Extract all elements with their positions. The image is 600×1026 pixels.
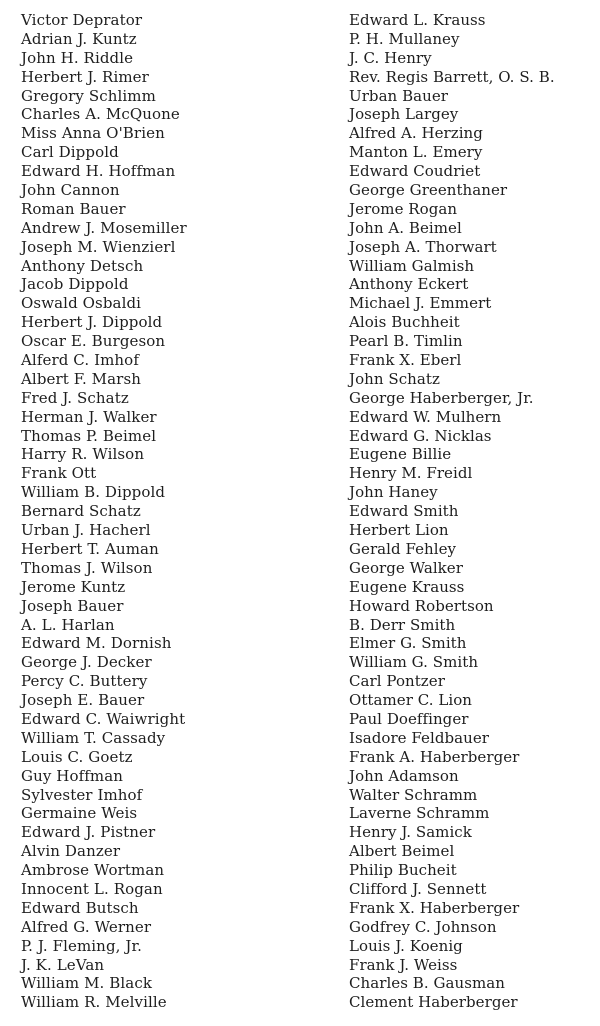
name-entry: Manton L. Emery bbox=[349, 143, 483, 162]
name-entry: Urban J. Hacherl bbox=[21, 521, 151, 540]
name-entry: Gerald Fehley bbox=[349, 539, 457, 558]
name-entry: Percy C. Buttery bbox=[21, 672, 148, 691]
name-entry: Carl Dippold bbox=[21, 143, 119, 162]
name-entry: Walter Schramm bbox=[349, 785, 478, 804]
name-entry: Pearl B. Timlin bbox=[349, 332, 463, 351]
name-entry: Albert F. Marsh bbox=[21, 369, 142, 388]
name-entry: Godfrey C. Johnson bbox=[349, 917, 497, 936]
name-entry: Fred J. Schatz bbox=[21, 388, 129, 407]
name-entry: William T. Cassady bbox=[21, 728, 166, 747]
name-entry: Alvin Danzer bbox=[21, 842, 121, 861]
name-entry: Oscar E. Burgeson bbox=[21, 332, 166, 351]
name-entry: Herbert T. Auman bbox=[21, 539, 159, 558]
name-entry: Andrew J. Mosemiller bbox=[21, 218, 187, 237]
name-entry: William R. Melville bbox=[21, 993, 167, 1012]
name-entry: Alois Buchheit bbox=[349, 313, 460, 332]
name-entry: Thomas J. Wilson bbox=[21, 558, 153, 577]
name-entry: Edward L. Krauss bbox=[349, 11, 486, 29]
name-entry: Elmer G. Smith bbox=[349, 634, 467, 653]
name-entry: Bernard Schatz bbox=[21, 502, 141, 521]
left-name-column bbox=[21, 11, 321, 1012]
name-entry: Victor Deprator bbox=[21, 11, 143, 29]
name-entry: Eugene Billie bbox=[349, 445, 452, 464]
name-entry: John Haney bbox=[349, 483, 438, 502]
name-entry: J. C. Henry bbox=[349, 48, 432, 67]
name-entry: Alfred A. Herzing bbox=[349, 124, 483, 143]
name-entry: Edward Butsch bbox=[21, 898, 139, 917]
name-entry: Frank X. Haberberger bbox=[349, 898, 520, 917]
name-entry: George Greenthaner bbox=[349, 181, 508, 200]
name-entry: Ottamer C. Lion bbox=[349, 691, 473, 710]
name-entry: Joseph Largey bbox=[349, 105, 459, 124]
name-entry: William G. Smith bbox=[349, 653, 479, 672]
name-entry: Carl Pontzer bbox=[349, 672, 445, 691]
name-entry: Guy Hoffman bbox=[21, 766, 124, 785]
name-entry: Edward C. Waiwright bbox=[21, 709, 186, 728]
name-entry: Joseph E. Bauer bbox=[21, 691, 145, 710]
name-entry: Herbert J. Dippold bbox=[21, 313, 163, 332]
name-entry: George Walker bbox=[349, 558, 463, 577]
name-entry: Jacob Dippold bbox=[21, 275, 129, 294]
name-entry: Roman Bauer bbox=[21, 199, 126, 218]
name-entry: Albert Beimel bbox=[349, 842, 455, 861]
name-entry: P. H. Mullaney bbox=[349, 29, 460, 48]
name-entry: Oswald Osbaldi bbox=[21, 294, 142, 313]
name-entry: Frank A. Haberberger bbox=[349, 747, 520, 766]
name-entry: Rev. Regis Barrett, O. S. B. bbox=[349, 67, 555, 86]
name-entry: Urban Bauer bbox=[349, 86, 449, 105]
name-entry: George J. Decker bbox=[21, 653, 152, 672]
name-entry: Ambrose Wortman bbox=[21, 861, 165, 880]
name-entry: Herbert J. Rimer bbox=[21, 67, 149, 86]
name-entry: Sylvester Imhof bbox=[21, 785, 143, 804]
name-entry: Louis C. Goetz bbox=[21, 747, 133, 766]
name-entry: B. Derr Smith bbox=[349, 615, 456, 634]
name-entry: Louis J. Koenig bbox=[349, 936, 463, 955]
name-entry: Edward Coudriet bbox=[349, 162, 481, 181]
name-entry: Alfred G. Werner bbox=[21, 917, 152, 936]
name-entry: Innocent L. Rogan bbox=[21, 879, 163, 898]
name-entry: Edward Smith bbox=[349, 502, 459, 521]
name-entry: Eugene Krauss bbox=[349, 577, 465, 596]
name-entry: Herbert Lion bbox=[349, 521, 449, 540]
name-entry: Germaine Weis bbox=[21, 804, 138, 823]
name-entry: Frank J. Weiss bbox=[349, 955, 458, 974]
name-entry: William B. Dippold bbox=[21, 483, 166, 502]
name-entry: Clifford J. Sennett bbox=[349, 879, 487, 898]
name-entry: John H. Riddle bbox=[21, 48, 134, 67]
name-entry: Frank X. Eberl bbox=[349, 351, 462, 370]
name-entry: Gregory Schlimm bbox=[21, 86, 156, 105]
name-entry: Harry R. Wilson bbox=[21, 445, 145, 464]
name-entry: Edward M. Dornish bbox=[21, 634, 172, 653]
name-entry: Jerome Kuntz bbox=[21, 577, 126, 596]
name-entry: Anthony Eckert bbox=[349, 275, 469, 294]
name-entry: Clement Haberberger bbox=[349, 993, 518, 1012]
name-entry: P. J. Fleming, Jr. bbox=[21, 936, 142, 955]
name-entry: George Haberberger, Jr. bbox=[349, 388, 534, 407]
name-entry: Joseph M. Wienzierl bbox=[21, 237, 176, 256]
name-entry: Anthony Detsch bbox=[21, 256, 144, 275]
name-entry: Laverne Schramm bbox=[349, 804, 490, 823]
name-entry: J. K. LeVan bbox=[21, 955, 105, 974]
name-entry: Paul Doeffinger bbox=[349, 709, 469, 728]
name-entry: Edward H. Hoffman bbox=[21, 162, 176, 181]
name-entry: Miss Anna O'Brien bbox=[21, 124, 165, 143]
name-entry: Philip Bucheit bbox=[349, 861, 457, 880]
name-entry: John Schatz bbox=[349, 369, 440, 388]
name-entry: Edward W. Mulhern bbox=[349, 407, 502, 426]
name-entry: Adrian J. Kuntz bbox=[21, 29, 137, 48]
name-entry: Charles A. McQuone bbox=[21, 105, 180, 124]
name-entry: Joseph Bauer bbox=[21, 596, 124, 615]
name-entry: Henry J. Samick bbox=[349, 823, 472, 842]
name-entry: William M. Black bbox=[21, 974, 153, 993]
name-entry: Thomas P. Beimel bbox=[21, 426, 157, 445]
name-entry: Edward G. Nicklas bbox=[349, 426, 492, 445]
name-entry: Jerome Rogan bbox=[349, 199, 458, 218]
name-entry: A. L. Harlan bbox=[21, 615, 115, 634]
name-entry: Frank Ott bbox=[21, 464, 97, 483]
name-entry: Joseph A. Thorwart bbox=[349, 237, 497, 256]
name-entry: Alferd C. Imhof bbox=[21, 351, 139, 370]
name-entry: Howard Robertson bbox=[349, 596, 494, 615]
name-entry: Michael J. Emmert bbox=[349, 294, 492, 313]
name-entry: William Galmish bbox=[349, 256, 475, 275]
name-entry: John Adamson bbox=[349, 766, 459, 785]
name-entry: Edward J. Pistner bbox=[21, 823, 156, 842]
name-entry: Isadore Feldbauer bbox=[349, 728, 489, 747]
name-entry: John A. Beimel bbox=[349, 218, 462, 237]
name-entry: Charles B. Gausman bbox=[349, 974, 505, 993]
name-entry: John Cannon bbox=[21, 181, 120, 200]
name-entry: Herman J. Walker bbox=[21, 407, 157, 426]
name-entry: Henry M. Freidl bbox=[349, 464, 473, 483]
right-name-column bbox=[349, 11, 599, 1012]
